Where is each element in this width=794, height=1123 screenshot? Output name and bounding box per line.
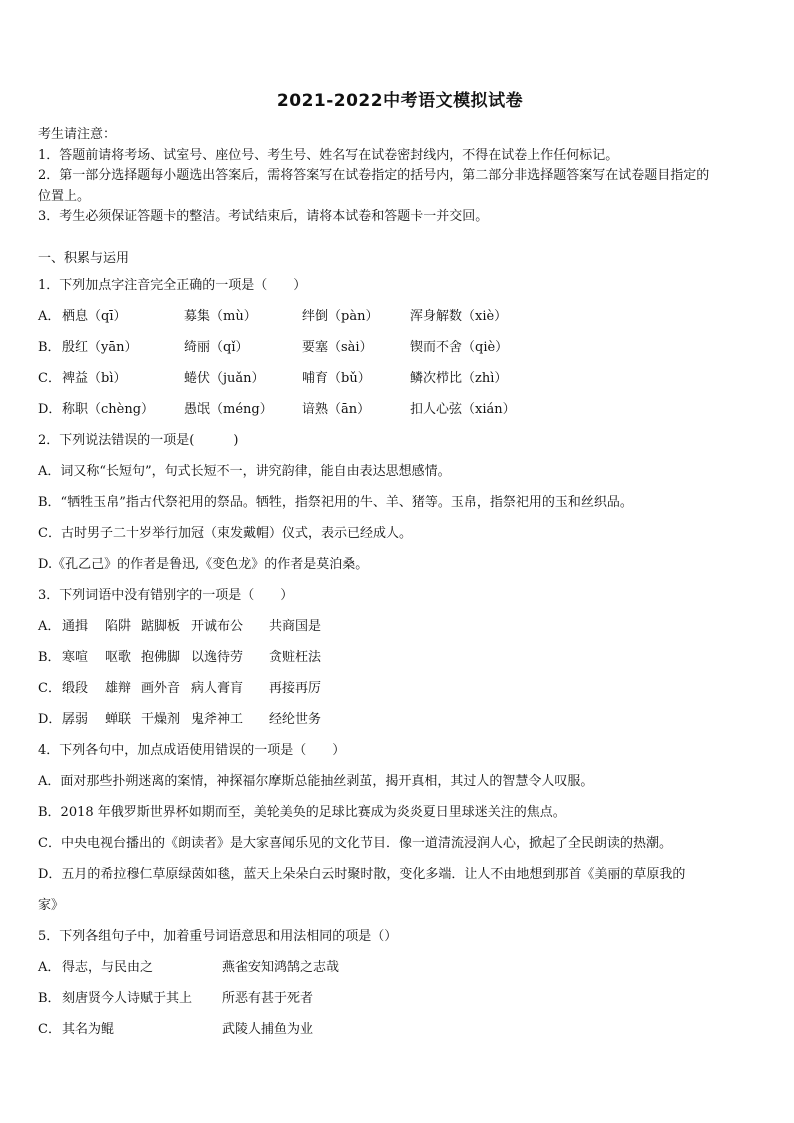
option-item: 踮脚板 — [141, 618, 181, 634]
option-item: 再接再厉 — [269, 680, 322, 696]
option-label: A． — [38, 959, 61, 975]
question-4-option-a[interactable]: A．面对那些扑朔迷离的案情，神探福尔摩斯总能抽丝剥茧，揭开真相，其过人的智慧令人叹服。 — [38, 773, 594, 789]
option-item: 谙熟（ān） — [302, 401, 371, 417]
option-item: 雄辩 — [105, 680, 132, 696]
option-item: 浑身解数（xiè） — [410, 308, 508, 324]
question-4-option-c[interactable]: C．中央电视台播出的《朗读者》是大家喜闻乐见的文化节目．像一道清流浸润人心，掀起了全民朗读的热潮。 — [38, 835, 672, 851]
option-item: 鬼斧神工 — [191, 711, 244, 727]
option-item: 扣人心弦（xián） — [410, 401, 516, 417]
section-heading: 一、积累与运用 — [38, 250, 130, 266]
option-item: 武陵人捕鱼为业 — [222, 1021, 314, 1037]
option-item: 得志，与民由之 — [62, 959, 154, 975]
page-title: 2021-2022中考语文模拟试卷 — [276, 91, 524, 111]
option-item: 刻唐贤今人诗赋于其上 — [62, 990, 193, 1006]
option-label: A． — [38, 308, 61, 324]
question-2-stem: 2．下列说法错误的一项是( ) — [38, 432, 239, 448]
option-item: 蝉联 — [105, 711, 132, 727]
option-item: 缎段 — [62, 680, 89, 696]
question-4-option-b[interactable]: B．2018 年俄罗斯世界杯如期而至，美轮美奂的足球比赛成为炎炎夏日里球迷关注的焦点。 — [38, 804, 566, 820]
option-item: 锲而不舍（qiè） — [410, 339, 509, 355]
question-4-option-d[interactable]: D．五月的希拉穆仁草原绿茵如毯，蓝天上朵朵白云时聚时散，变化多端．让人不由地想到那首《美丽的草原我的 — [38, 866, 686, 882]
question-3-option-b[interactable] — [38, 642, 762, 673]
option-item: 要塞（sài） — [302, 339, 373, 355]
option-item: 通揖 — [62, 618, 89, 634]
option-item: 鳞次栉比（zhì） — [410, 370, 508, 386]
option-item: 蜷伏（juǎn） — [184, 370, 265, 386]
question-1-option-c[interactable] — [38, 363, 762, 394]
option-item: 病人膏肓 — [191, 680, 244, 696]
option-item: 绮丽（qǐ） — [184, 339, 249, 355]
notice-item: 3．考生必须保证答题卡的整洁。考试结束后，请将本试卷和答题卡一并交回。 — [38, 209, 489, 224]
question-3-stem: 3．下列词语中没有错别字的一项是（ ） — [38, 587, 294, 603]
option-item: 孱弱 — [62, 711, 89, 727]
question-5-option-b[interactable] — [38, 983, 762, 1014]
option-item: 其名为鲲 — [62, 1021, 115, 1037]
option-item: 干燥剂 — [141, 711, 181, 727]
question-3-option-a[interactable] — [38, 611, 762, 642]
option-item: 呕歌 — [105, 649, 132, 665]
option-label: C． — [38, 1021, 61, 1037]
option-item: 共商国是 — [269, 618, 322, 634]
option-item: 开诚布公 — [191, 618, 244, 634]
question-1-option-d[interactable] — [38, 394, 762, 425]
question-1-option-a[interactable] — [38, 301, 762, 332]
option-item: 抱佛脚 — [141, 649, 181, 665]
question-5-stem: 5．下列各组句子中，加着重号词语意思和用法相同的项是（） — [38, 928, 398, 944]
question-3-option-c[interactable] — [38, 673, 762, 704]
option-item: 陷阱 — [105, 618, 132, 634]
option-item: 哺育（bǔ） — [302, 370, 371, 386]
option-label: B． — [38, 990, 61, 1006]
question-3-option-d[interactable] — [38, 704, 762, 735]
notice-heading: 考生请注意： — [38, 127, 117, 142]
question-4-option-d-continued: 家》 — [38, 897, 65, 913]
option-item: 栖息（qī） — [62, 308, 127, 324]
option-item: 贪赃枉法 — [269, 649, 322, 665]
question-5-option-c[interactable] — [38, 1014, 762, 1045]
question-2-option-a[interactable]: A．词又称“长短句”，句式长短不一，讲究韵律，能自由表达思想感情。 — [38, 463, 451, 479]
option-item: 燕雀安知鸿鹄之志哉 — [222, 959, 340, 975]
question-5-option-a[interactable] — [38, 952, 762, 983]
option-label: B． — [38, 649, 61, 665]
option-item: 以逸待劳 — [191, 649, 244, 665]
notice-block — [38, 125, 762, 228]
option-item: 愚氓（méng） — [184, 401, 273, 417]
question-2-option-c[interactable]: C．古时男子二十岁举行加冠（束发戴帽）仪式，表示已经成人。 — [38, 525, 412, 541]
option-item: 募集（mù） — [184, 308, 257, 324]
option-item: 经纶世务 — [269, 711, 322, 727]
option-label: C． — [38, 680, 61, 696]
option-label: D． — [38, 401, 62, 417]
question-2-option-b[interactable]: B．“牺牲玉帛”指古代祭祀用的祭品。牺牲，指祭祀用的牛、羊、猪等。玉帛，指祭祀用的玉和丝织品。 — [38, 494, 633, 510]
option-label: B． — [38, 339, 61, 355]
notice-item: 2．第一部分选择题每小题选出答案后，需将答案写在试卷指定的括号内，第二部分非选择题答案写在试卷题目指定的 — [38, 168, 710, 183]
option-item: 称职（chèng） — [62, 401, 155, 417]
option-label: D． — [38, 711, 62, 727]
notice-item: 1．答题前请将考场、试室号、座位号、考生号、姓名写在试卷密封线内，不得在试卷上作任何标记。 — [38, 147, 619, 163]
notice-item: 位置上。 — [38, 188, 91, 204]
exam-page — [38, 86, 762, 1045]
option-item: 绊倒（pàn） — [302, 308, 379, 324]
option-item: 寒喧 — [62, 649, 89, 665]
question-1-stem: 1．下列加点字注音完全正确的一项是（ ） — [38, 277, 307, 293]
option-item: 殷红（yān） — [62, 339, 138, 355]
option-label: A． — [38, 618, 61, 634]
option-item: 画外音 — [141, 680, 181, 696]
option-item: 裨益（bì） — [62, 370, 127, 386]
question-2-option-d[interactable]: D.《孔乙己》的作者是鲁迅,《变色龙》的作者是莫泊桑。 — [38, 556, 369, 572]
question-4-stem: 4．下列各句中，加点成语使用错误的一项是（ ） — [38, 742, 346, 758]
option-label: C． — [38, 370, 61, 386]
question-1-option-b[interactable] — [38, 332, 762, 363]
option-item: 所恶有甚于死者 — [222, 990, 314, 1006]
